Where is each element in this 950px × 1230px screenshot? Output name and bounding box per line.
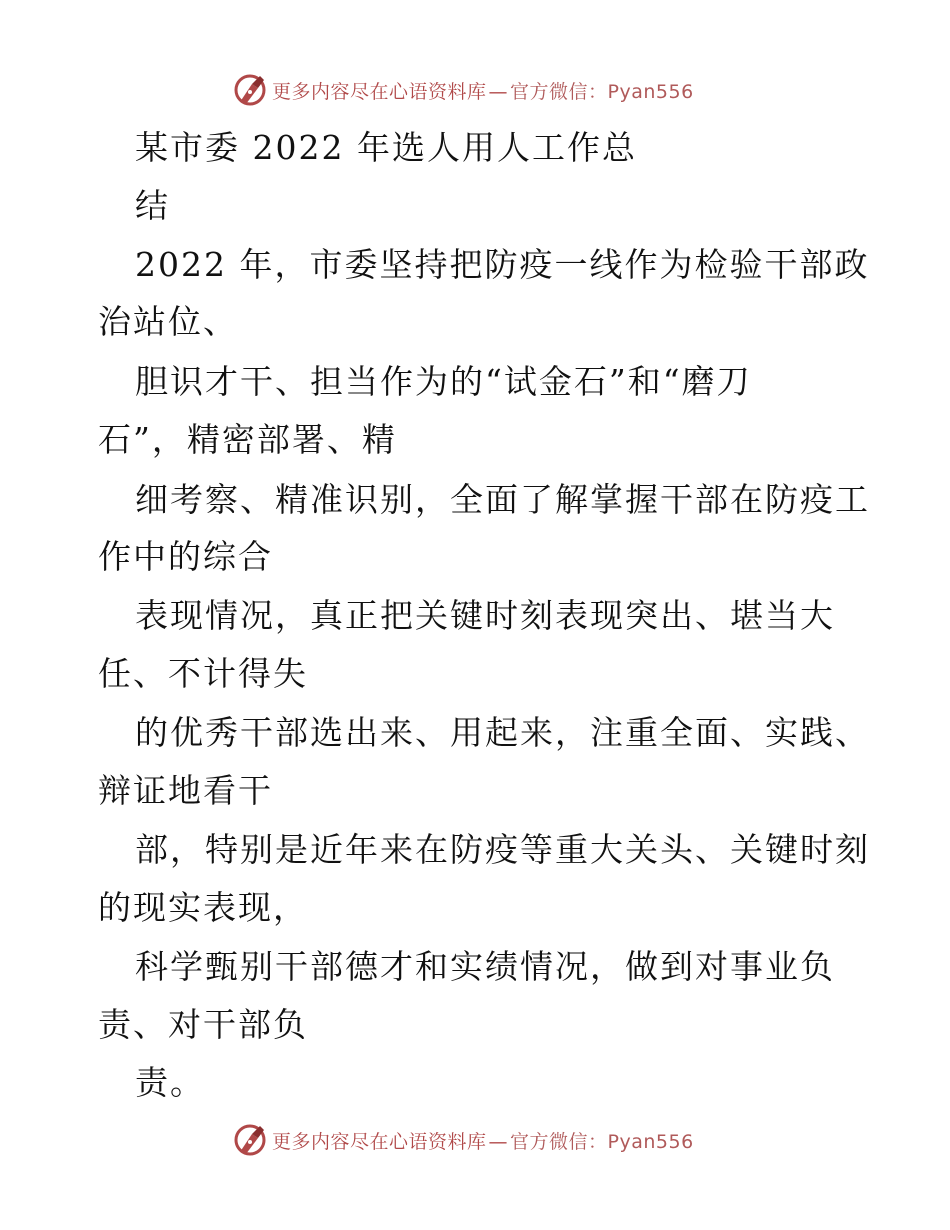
text-line: 治站位、 <box>98 302 238 341</box>
header-banner <box>232 72 694 108</box>
text-line: 责、对干部负 <box>98 1005 308 1044</box>
title-line-2: 结 <box>135 186 170 225</box>
banner-dash: — <box>488 80 509 103</box>
text-line: 部，特别是近年来在防疫等重大关头、关键时刻 <box>135 830 870 869</box>
text-line: 任、不计得失 <box>98 654 308 693</box>
pen-nib-circle-icon <box>232 72 268 108</box>
banner-dash: — <box>488 1130 509 1153</box>
text-line: 作中的综合 <box>98 537 273 576</box>
text-line: 的优秀干部选出来、用起来，注重全面、实践、 <box>135 713 870 752</box>
banner-main-text: 更多内容尽在心语资料库 <box>272 80 487 103</box>
banner-wechat-text: 官方微信：Pyan556 <box>510 80 694 103</box>
text-line: 细考察、精准识别，全面了解掌握干部在防疫工 <box>135 480 870 519</box>
text-line: 胆识才干、担当作为的“试金石”和“磨刀 <box>135 362 752 401</box>
title-line-1: 某市委 2022 年选人用人工作总 <box>135 128 637 167</box>
banner-wechat-text: 官方微信：Pyan556 <box>510 1130 694 1153</box>
text-line: 石”，精密部署、精 <box>98 420 397 459</box>
text-line: 表现情况，真正把关键时刻表现突出、堪当大 <box>135 596 835 635</box>
pen-nib-circle-icon <box>232 1122 268 1158</box>
banner-text <box>272 77 694 104</box>
text-line: 的现实表现， <box>98 888 308 927</box>
text-line: 辩证地看干 <box>98 771 273 810</box>
text-line: 2022 年，市委坚持把防疫一线作为检验干部政 <box>135 245 870 284</box>
banner-main-text: 更多内容尽在心语资料库 <box>272 1130 487 1153</box>
banner-text <box>272 1127 694 1154</box>
footer-banner <box>232 1122 694 1158</box>
text-line: 科学甄别干部德才和实绩情况，做到对事业负 <box>135 947 835 986</box>
text-line: 责。 <box>135 1063 205 1102</box>
